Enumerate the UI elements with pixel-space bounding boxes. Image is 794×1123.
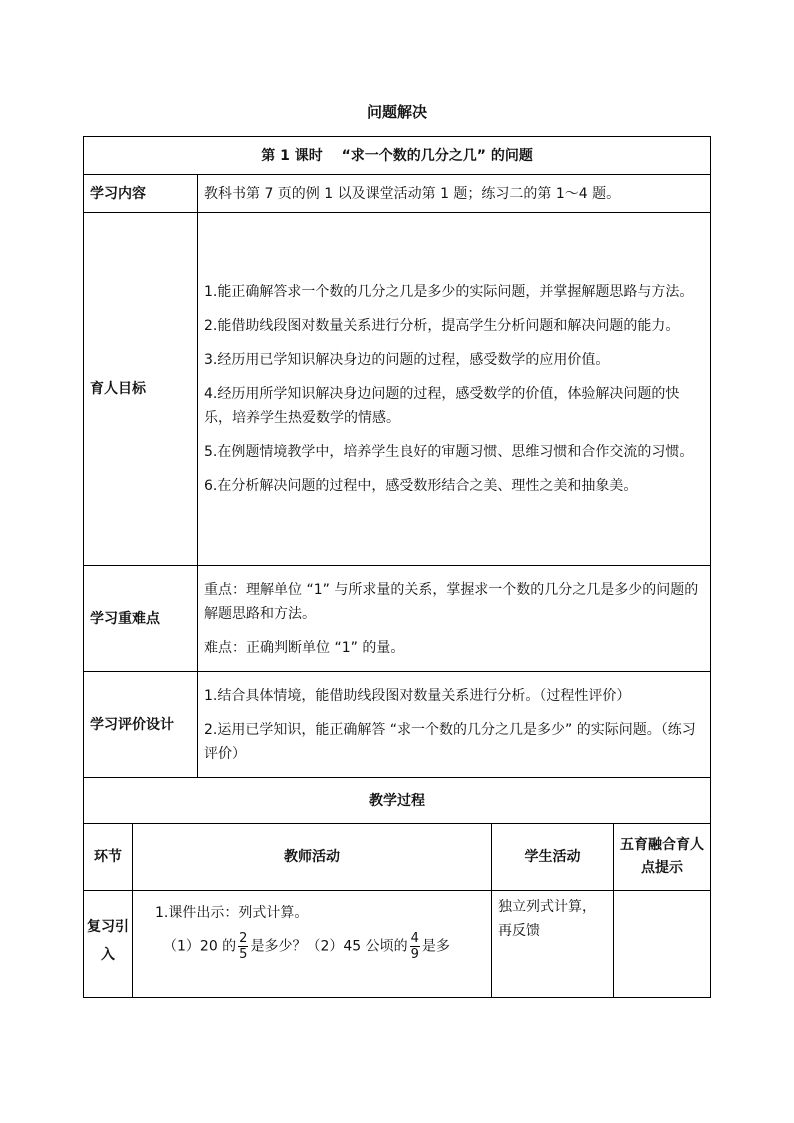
review-teacher-line: 1.课件出示：列式计算。	[155, 905, 309, 921]
goal-item: 3.经历用已学知识解决身边的问题的过程，感受数学的应用价值。	[204, 352, 610, 368]
content-row	[84, 175, 711, 213]
header-stage: 环节	[84, 824, 133, 891]
review-student: 独立列式计算，再反馈	[492, 891, 614, 998]
evaluation-item: 2.运用已学知识，能正确解答 “求一个数的几分之几是多少” 的实际问题。（练习评价）	[204, 721, 696, 762]
q2-denominator: 9	[410, 947, 419, 962]
content-label: 学习内容	[84, 175, 198, 213]
review-teacher	[133, 891, 492, 998]
content-text: 教科书第 7 页的例 1 以及课堂活动第 1 题；练习二的第 1～4 题。	[198, 175, 711, 213]
goal-item: 1.能正确解答求一个数的几分之几是多少的实际问题，并掌握解题思路与方法。	[204, 284, 694, 300]
header-tips: 五育融合育人点提示	[614, 824, 711, 891]
evaluation-item: 1.结合具体情境，能借助线段图对数量关系进行分析。（过程性评价）	[204, 687, 631, 704]
q2-suffix: 是多	[421, 938, 450, 955]
q2-prefix: （2）45 公顷的	[306, 938, 408, 955]
q1-fraction	[238, 931, 248, 962]
q2-fraction	[410, 931, 420, 962]
review-stage: 复习引入	[84, 891, 133, 998]
goal-item: 6.在分析解决问题的过程中，感受数形结合之美、理性之美和抽象美。	[204, 478, 638, 494]
lesson-plan-table	[83, 136, 711, 998]
process-header-row	[84, 824, 711, 891]
q1-numerator: 2	[239, 931, 248, 946]
goal-item: 2.能借助线段图对数量关系进行分析，提高学生分析问题和解决问题的能力。	[204, 318, 680, 334]
review-tips	[614, 891, 711, 998]
evaluation-row	[84, 672, 711, 778]
lesson-title-row	[84, 137, 711, 175]
review-row	[84, 891, 711, 998]
q1-denominator: 5	[239, 947, 248, 962]
goals-content	[198, 213, 711, 566]
header-teacher: 教师活动	[133, 824, 492, 891]
review-questions	[155, 931, 485, 962]
header-student: 学生活动	[492, 824, 614, 891]
q1-prefix: （1）20 的	[163, 938, 237, 955]
keypoint-item: 重点：理解单位 “1” 与所求量的关系，掌握求一个数的几分之几是多少的问题的解题思路和方法。	[204, 581, 699, 622]
lesson-title: 第 1 课时 “求一个数的几分之几” 的问题	[84, 137, 711, 175]
process-title: 教学过程	[84, 778, 711, 824]
keypoint-item: 难点：正确判断单位 “1” 的量。	[204, 639, 405, 656]
goals-label: 育人目标	[84, 213, 198, 566]
keypoints-content	[198, 566, 711, 672]
evaluation-content	[198, 672, 711, 778]
evaluation-label: 学习评价设计	[84, 672, 198, 778]
goals-row	[84, 213, 711, 566]
process-title-row	[84, 778, 711, 824]
keypoints-row	[84, 566, 711, 672]
keypoints-label: 学习重难点	[84, 566, 198, 672]
goal-item: 5.在例题情境教学中，培养学生良好的审题习惯、思维习惯和合作交流的习惯。	[204, 444, 694, 460]
q2-numerator: 4	[410, 931, 419, 946]
goal-item: 4.经历用所学知识解决身边问题的过程，感受数学的价值，体验解决问题的快乐，培养学生热爱数学的情感。	[204, 386, 680, 426]
document-title: 问题解决	[366, 103, 427, 121]
q1-suffix: 是多少？	[250, 938, 307, 955]
